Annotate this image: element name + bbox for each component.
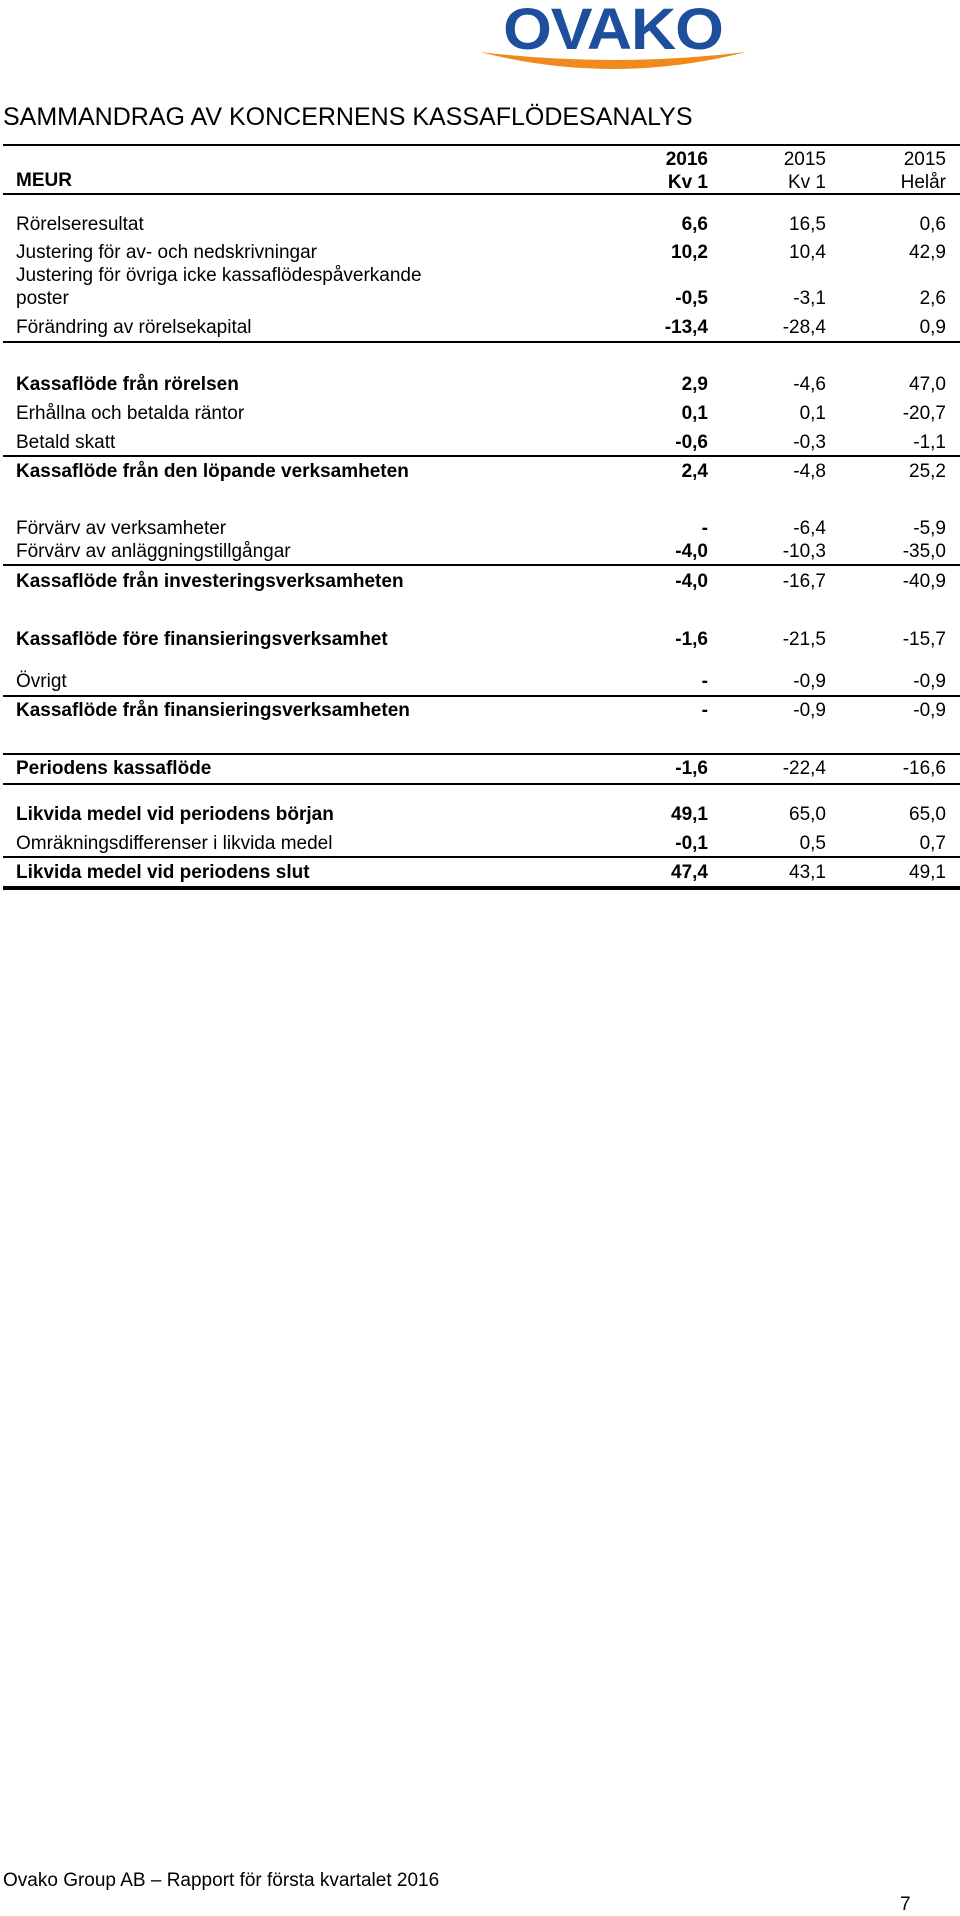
header-rule bbox=[3, 193, 960, 195]
row-label: Kassaflöde från investeringsverksamheten bbox=[16, 571, 404, 592]
table-row bbox=[0, 758, 960, 782]
table-row bbox=[0, 804, 960, 828]
table-row bbox=[0, 629, 960, 653]
section-rule bbox=[3, 564, 960, 566]
table-row bbox=[0, 518, 960, 542]
value-2016-kv1: -4,0 bbox=[675, 541, 708, 562]
value-2015-helar: 0,6 bbox=[919, 214, 946, 235]
value-2015-helar: 65,0 bbox=[909, 804, 946, 825]
value-2015-kv1: 0,1 bbox=[799, 403, 826, 424]
value-2015-helar: -20,7 bbox=[902, 403, 946, 424]
section-rule bbox=[3, 753, 960, 755]
section-rule bbox=[3, 856, 960, 858]
logo-swoosh-icon bbox=[478, 46, 748, 72]
value-2016-kv1: 49,1 bbox=[671, 804, 708, 825]
value-2015-helar: 25,2 bbox=[909, 461, 946, 482]
value-2015-kv1: 16,5 bbox=[789, 214, 826, 235]
ovako-logo bbox=[474, 0, 752, 72]
row-label: Erhållna och betalda räntor bbox=[16, 403, 245, 424]
value-2016-kv1: - bbox=[701, 700, 708, 721]
col3-header bbox=[806, 148, 946, 194]
value-2015-kv1: 0,5 bbox=[799, 833, 826, 854]
col1-year: 2016 bbox=[665, 149, 708, 170]
row-label: Betald skatt bbox=[16, 432, 116, 453]
value-2015-kv1: -10,3 bbox=[782, 541, 826, 562]
value-2016-kv1: 2,9 bbox=[681, 374, 708, 395]
value-2015-kv1: -6,4 bbox=[793, 518, 826, 539]
table-row bbox=[0, 700, 960, 724]
section-rule bbox=[3, 783, 960, 785]
value-2016-kv1: -13,4 bbox=[664, 317, 708, 338]
row-label: Periodens kassaflöde bbox=[16, 758, 212, 779]
value-2015-kv1: -0,9 bbox=[793, 700, 826, 721]
value-2015-kv1: -21,5 bbox=[782, 629, 826, 650]
table-row bbox=[0, 833, 960, 857]
page-title: SAMMANDRAG AV KONCERNENS KASSAFLÖDESANALYS bbox=[3, 103, 693, 131]
table-row bbox=[0, 862, 960, 886]
row-label: Övrigt bbox=[16, 671, 67, 692]
table-row bbox=[0, 432, 960, 456]
value-2015-helar: -0,9 bbox=[913, 671, 946, 692]
value-2016-kv1: -0,5 bbox=[675, 288, 708, 309]
col1-period: Kv 1 bbox=[667, 172, 708, 193]
table-row bbox=[0, 374, 960, 398]
table-row bbox=[0, 461, 960, 485]
value-2016-kv1: - bbox=[701, 518, 708, 539]
col3-year: 2015 bbox=[903, 149, 946, 170]
value-2015-kv1: -3,1 bbox=[793, 288, 826, 309]
value-2016-kv1: -1,6 bbox=[675, 758, 708, 779]
col2-header bbox=[686, 148, 826, 194]
col2-year: 2015 bbox=[783, 149, 826, 170]
unit-label: MEUR bbox=[16, 170, 72, 191]
value-2016-kv1: 6,6 bbox=[681, 214, 708, 235]
value-2016-kv1: -0,6 bbox=[675, 432, 708, 453]
value-2015-kv1: -22,4 bbox=[782, 758, 826, 779]
row-label: Kassaflöde från den löpande verksamheten bbox=[16, 461, 409, 482]
value-2015-helar: 47,0 bbox=[909, 374, 946, 395]
value-2015-kv1: -4,8 bbox=[793, 461, 826, 482]
section-rule bbox=[3, 341, 960, 343]
row-label: poster bbox=[16, 288, 69, 309]
value-2015-kv1: -28,4 bbox=[782, 317, 826, 338]
logo-wordmark: OVAKO bbox=[503, 0, 723, 62]
value-2015-helar: -40,9 bbox=[902, 571, 946, 592]
row-label: Rörelseresultat bbox=[16, 214, 144, 235]
table-top-rule bbox=[3, 144, 960, 146]
table-row bbox=[0, 214, 960, 238]
value-2015-helar: 2,6 bbox=[919, 288, 946, 309]
table-row bbox=[0, 317, 960, 341]
page-number: 7 bbox=[900, 1894, 911, 1915]
row-label: Likvida medel vid periodens början bbox=[16, 804, 334, 825]
section-rule bbox=[3, 455, 960, 457]
value-2015-helar: 0,7 bbox=[919, 833, 946, 854]
row-label: Kassaflöde från rörelsen bbox=[16, 374, 239, 395]
value-2016-kv1: -0,1 bbox=[675, 833, 708, 854]
value-2015-kv1: 10,4 bbox=[789, 242, 826, 263]
table-row bbox=[0, 265, 960, 289]
row-label: Likvida medel vid periodens slut bbox=[16, 862, 310, 883]
row-label: Omräkningsdifferenser i likvida medel bbox=[16, 833, 333, 854]
row-label: Förändring av rörelsekapital bbox=[16, 317, 252, 338]
table-bottom-rule bbox=[3, 886, 960, 890]
row-label: Kassaflöde före finansieringsverksamhet bbox=[16, 629, 388, 650]
section-rule bbox=[3, 695, 960, 697]
table-row bbox=[0, 671, 960, 695]
value-2015-helar: 0,9 bbox=[919, 317, 946, 338]
table-row bbox=[0, 541, 960, 565]
value-2016-kv1: 47,4 bbox=[671, 862, 708, 883]
table-row bbox=[0, 571, 960, 595]
footer-text: Ovako Group AB – Rapport för första kvartalet 2016 bbox=[3, 1870, 440, 1891]
value-2016-kv1: -1,6 bbox=[675, 629, 708, 650]
value-2016-kv1: -4,0 bbox=[675, 571, 708, 592]
value-2016-kv1: 0,1 bbox=[681, 403, 708, 424]
value-2016-kv1: 2,4 bbox=[681, 461, 708, 482]
value-2015-helar: -15,7 bbox=[902, 629, 946, 650]
table-row bbox=[0, 288, 960, 312]
value-2015-helar: -1,1 bbox=[913, 432, 946, 453]
value-2015-helar: 42,9 bbox=[909, 242, 946, 263]
value-2015-helar: -0,9 bbox=[913, 700, 946, 721]
value-2016-kv1: 10,2 bbox=[671, 242, 708, 263]
col2-period: Kv 1 bbox=[787, 172, 826, 193]
table-row bbox=[0, 403, 960, 427]
value-2016-kv1: - bbox=[701, 671, 708, 692]
value-2015-helar: -35,0 bbox=[902, 541, 946, 562]
row-label: Justering för övriga icke kassaflödespåverkande bbox=[16, 265, 422, 286]
value-2015-kv1: 43,1 bbox=[789, 862, 826, 883]
row-label: Förvärv av anläggningstillgångar bbox=[16, 541, 291, 562]
value-2015-kv1: -0,3 bbox=[793, 432, 826, 453]
value-2015-helar: -5,9 bbox=[913, 518, 946, 539]
value-2015-kv1: 65,0 bbox=[789, 804, 826, 825]
row-label: Förvärv av verksamheter bbox=[16, 518, 227, 539]
table-row bbox=[0, 242, 960, 266]
value-2015-kv1: -4,6 bbox=[793, 374, 826, 395]
col3-period: Helår bbox=[900, 172, 946, 193]
row-label: Justering för av- och nedskrivningar bbox=[16, 242, 317, 263]
row-label: Kassaflöde från finansieringsverksamheten bbox=[16, 700, 410, 721]
value-2015-kv1: -16,7 bbox=[782, 571, 826, 592]
value-2015-kv1: -0,9 bbox=[793, 671, 826, 692]
value-2015-helar: -16,6 bbox=[902, 758, 946, 779]
value-2015-helar: 49,1 bbox=[909, 862, 946, 883]
